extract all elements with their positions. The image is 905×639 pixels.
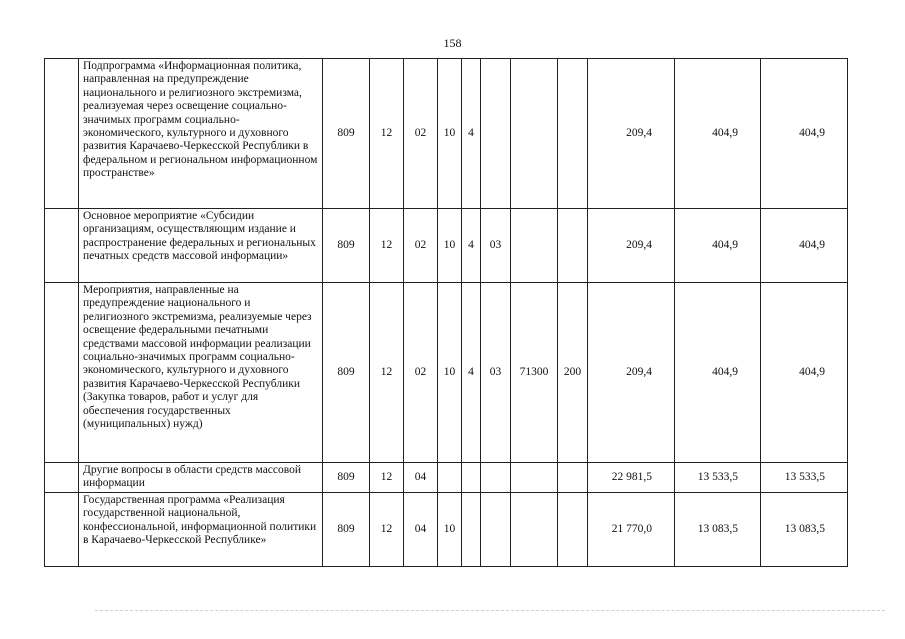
amount-year3-cell: 404,9 [761,59,848,209]
amount-year2-cell: 404,9 [675,209,761,283]
row-number-cell [45,209,79,283]
program-code-cell: 10 [438,283,462,463]
section-code-cell: 12 [370,209,404,283]
row-number-cell [45,283,79,463]
expense-type-cell [558,463,588,493]
event-code-cell [481,463,511,493]
event-code-cell [481,493,511,567]
table-row [45,59,848,209]
subsection-code-cell: 04 [404,463,438,493]
amount-year2-cell: 13 533,5 [675,463,761,493]
subprogram-code-cell: 4 [462,209,481,283]
amount-year1-cell: 22 981,5 [588,463,675,493]
ministry-code-cell: 809 [323,209,370,283]
amount-year1-cell: 209,4 [588,59,675,209]
table-row [45,463,848,493]
direction-code-cell [511,209,558,283]
subprogram-code-cell [462,493,481,567]
budget-table [44,58,848,567]
amount-year1-cell: 209,4 [588,283,675,463]
event-code-cell [481,59,511,209]
page-bottom-rule [95,610,885,611]
table-row [45,493,848,567]
program-code-cell: 10 [438,493,462,567]
amount-year2-cell: 404,9 [675,283,761,463]
event-code-cell: 03 [481,283,511,463]
amount-year2-cell: 13 083,5 [675,493,761,567]
direction-code-cell: 71300 [511,283,558,463]
subsection-code-cell: 02 [404,209,438,283]
amount-year3-cell: 404,9 [761,283,848,463]
subsection-code-cell: 02 [404,59,438,209]
program-code-cell: 10 [438,209,462,283]
program-code-cell: 10 [438,59,462,209]
subprogram-code-cell: 4 [462,59,481,209]
section-code-cell: 12 [370,493,404,567]
ministry-code-cell: 809 [323,283,370,463]
description-cell: Мероприятия, направленные на предупреждение национального и религиозного экстремизма, реализуемые через освещение федеральными печатными средствами массовой информации реализации социально-значимых программ социально-экономического, культурного и духовного развития Карачаево-Черкесской Республики (Закупка товаров, работ и услуг для обеспечения государственных (муниципальных) нужд) [79,283,323,463]
table-row [45,209,848,283]
amount-year1-cell: 209,4 [588,209,675,283]
section-code-cell: 12 [370,463,404,493]
description-cell: Другие вопросы в области средств массовой информации [79,463,323,493]
program-code-cell [438,463,462,493]
ministry-code-cell: 809 [323,493,370,567]
expense-type-cell [558,59,588,209]
row-number-cell [45,493,79,567]
amount-year3-cell: 13 533,5 [761,463,848,493]
event-code-cell: 03 [481,209,511,283]
amount-year2-cell: 404,9 [675,59,761,209]
expense-type-cell [558,209,588,283]
direction-code-cell [511,59,558,209]
amount-year3-cell: 13 083,5 [761,493,848,567]
description-cell: Подпрограмма «Информационная политика, направленная на предупреждение национального и религиозного экстремизма, реализуемая через освещение социально-значимых программ социально-экономического, культурного и духовного развития Карачаево-Черкесской Республики в федеральном и региональном информационном пространстве» [79,59,323,209]
row-number-cell [45,59,79,209]
amount-year3-cell: 404,9 [761,209,848,283]
subprogram-code-cell: 4 [462,283,481,463]
amount-year1-cell: 21 770,0 [588,493,675,567]
table-row [45,283,848,463]
description-cell: Основное мероприятие «Субсидии организациям, осуществляющим издание и распространение федеральных и региональных печатных средств массовой информации» [79,209,323,283]
section-code-cell: 12 [370,283,404,463]
subsection-code-cell: 02 [404,283,438,463]
direction-code-cell [511,493,558,567]
expense-type-cell [558,493,588,567]
section-code-cell: 12 [370,59,404,209]
page-number: 158 [443,36,462,50]
ministry-code-cell: 809 [323,463,370,493]
direction-code-cell [511,463,558,493]
subprogram-code-cell [462,463,481,493]
description-cell: Государственная программа «Реализация государственной национальной, конфессиональной, информационной политики в Карачаево-Черкесской Республике» [79,493,323,567]
expense-type-cell: 200 [558,283,588,463]
row-number-cell [45,463,79,493]
ministry-code-cell: 809 [323,59,370,209]
subsection-code-cell: 04 [404,493,438,567]
